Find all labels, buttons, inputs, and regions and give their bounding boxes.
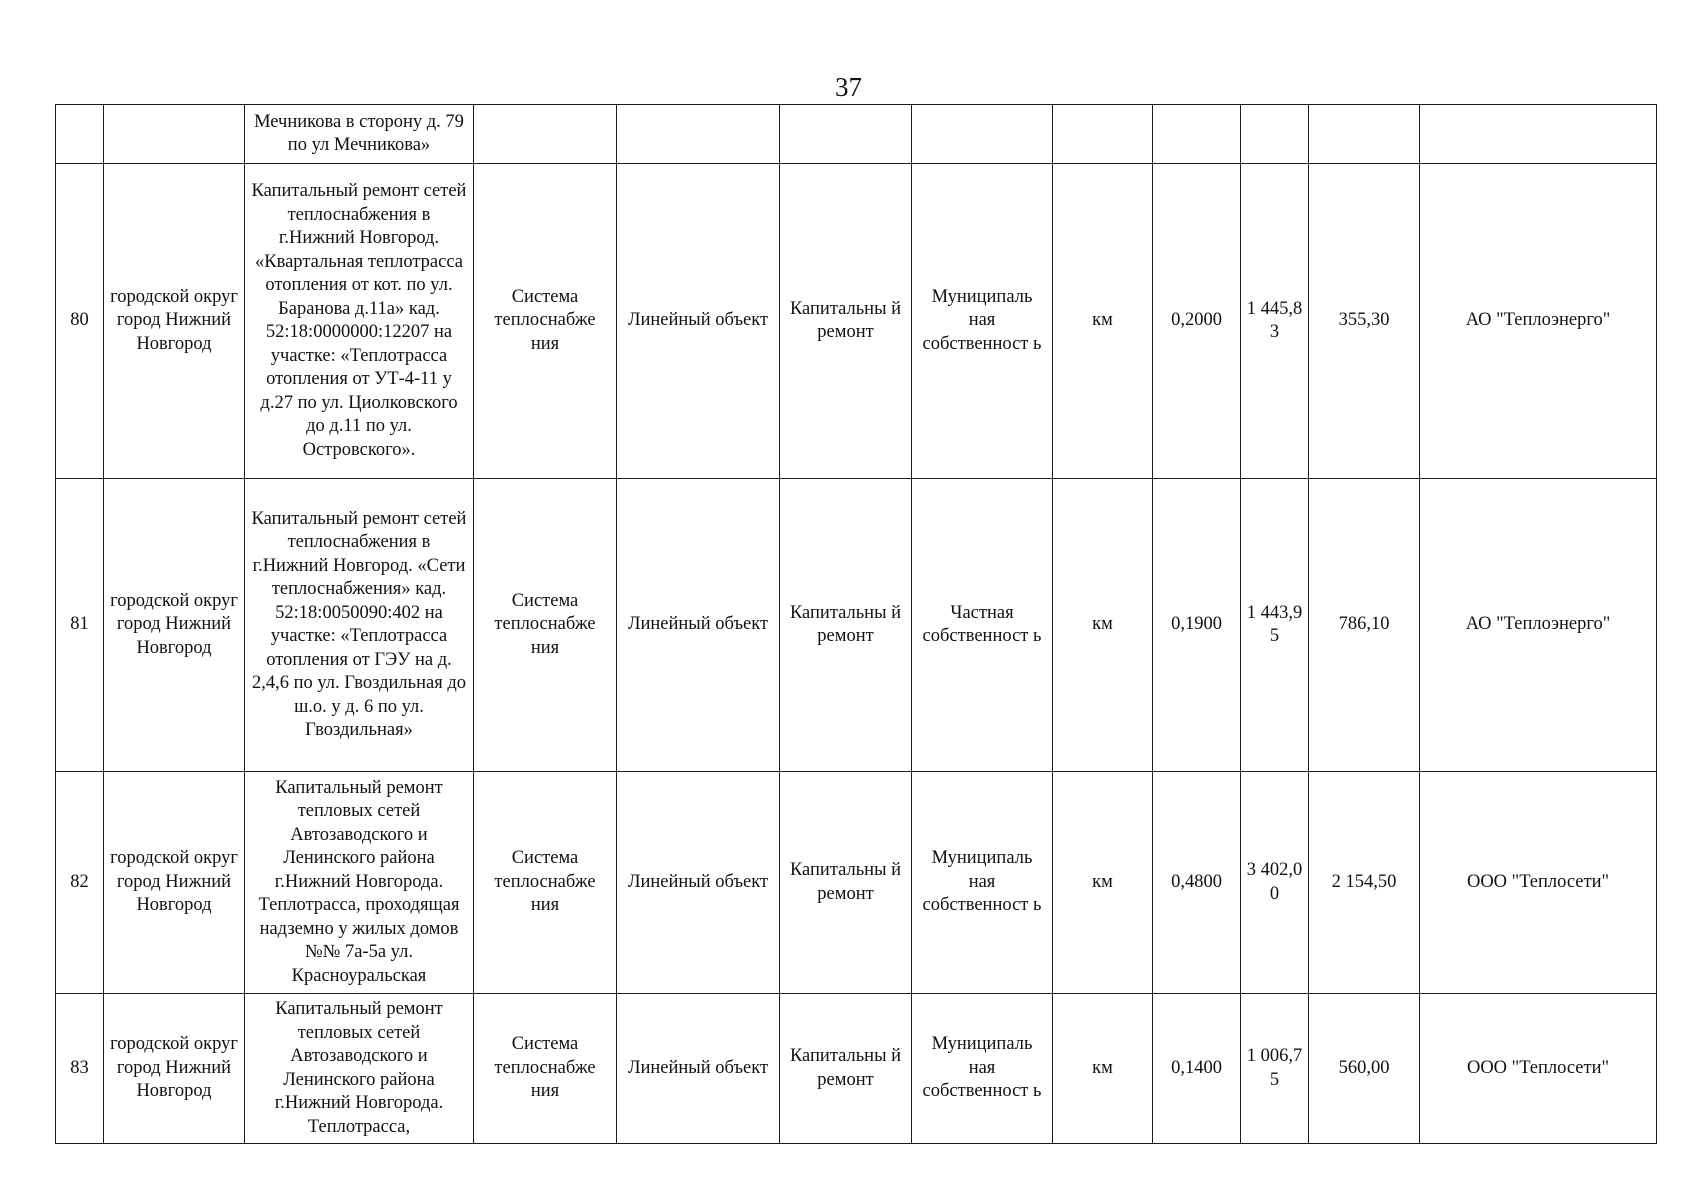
ownership-cell: Муниципаль ная собственност ь	[912, 772, 1053, 994]
organization-cell: ООО "Теплосети"	[1420, 772, 1657, 994]
description-cell: Капитальный ремонт сетей теплоснабжения в г.Нижний Новгород. «Квартальная теплотрасса отопления от кот. по ул. Баранова д.11а» кад. 52:18:0000000:12207 на участке: «Теплотрасса отопления от УТ-4-11 у д.27 по ул. Циолковского до д.11 по ул. Островского».	[245, 164, 474, 479]
unit-cell	[1053, 105, 1153, 164]
amount-cell: 2 154,50	[1309, 772, 1420, 994]
amount-cell: 560,00	[1309, 994, 1420, 1144]
amount-cell	[1309, 105, 1420, 164]
length-cell: 0,2000	[1153, 164, 1241, 479]
table-row	[56, 105, 1657, 164]
capital-repair-table	[55, 104, 1657, 1144]
work-type-cell: Капитальны й ремонт	[780, 994, 912, 1144]
object-type-cell: Линейный объект	[617, 994, 780, 1144]
amount-cell: 355,30	[1309, 164, 1420, 479]
length-cell	[1153, 105, 1241, 164]
table-row	[56, 772, 1657, 994]
ownership-cell: Частная собственност ь	[912, 479, 1053, 772]
cost-cell: 1 445,8 3	[1241, 164, 1309, 479]
ownership-cell	[912, 105, 1053, 164]
description-cell: Капитальный ремонт тепловых сетей Автозаводского и Ленинского района г.Нижний Новгорода. Теплотрасса, проходящая надземно у жилых домов №№ 7а-5а ул. Красноуральская	[245, 772, 474, 994]
description-cell: Капитальный ремонт сетей теплоснабжения в г.Нижний Новгород. «Сети теплоснабжения» кад. 52:18:0050090:402 на участке: «Теплотрасса отопления от ГЭУ на д. 2,4,6 по ул. Гвоздильная до ш.о. у д. 6 по ул. Гвоздильная»	[245, 479, 474, 772]
object-type-cell: Линейный объект	[617, 479, 780, 772]
row-number-cell: 81	[56, 479, 104, 772]
cost-cell: 1 443,9 5	[1241, 479, 1309, 772]
length-cell: 0,1400	[1153, 994, 1241, 1144]
row-number-cell: 82	[56, 772, 104, 994]
system-cell: Система теплоснабже ния	[474, 994, 617, 1144]
system-cell	[474, 105, 617, 164]
territory-cell: городской округ город Нижний Новгород	[104, 994, 245, 1144]
cost-cell: 3 402,0 0	[1241, 772, 1309, 994]
organization-cell: АО "Теплоэнерго"	[1420, 164, 1657, 479]
work-type-cell: Капитальны й ремонт	[780, 479, 912, 772]
row-number-cell: 83	[56, 994, 104, 1144]
territory-cell	[104, 105, 245, 164]
work-type-cell: Капитальны й ремонт	[780, 772, 912, 994]
system-cell: Система теплоснабже ния	[474, 164, 617, 479]
system-cell: Система теплоснабже ния	[474, 772, 617, 994]
object-type-cell: Линейный объект	[617, 772, 780, 994]
work-type-cell	[780, 105, 912, 164]
object-type-cell	[617, 105, 780, 164]
organization-cell: ООО "Теплосети"	[1420, 994, 1657, 1144]
unit-cell: км	[1053, 772, 1153, 994]
work-type-cell: Капитальны й ремонт	[780, 164, 912, 479]
unit-cell: км	[1053, 164, 1153, 479]
territory-cell: городской округ город Нижний Новгород	[104, 772, 245, 994]
ownership-cell: Муниципаль ная собственност ь	[912, 164, 1053, 479]
object-type-cell: Линейный объект	[617, 164, 780, 479]
description-cell: Мечникова в сторону д. 79 по ул Мечникова»	[245, 105, 474, 164]
table-row	[56, 479, 1657, 772]
length-cell: 0,4800	[1153, 772, 1241, 994]
cost-cell	[1241, 105, 1309, 164]
table-row	[56, 994, 1657, 1144]
territory-cell: городской округ город Нижний Новгород	[104, 164, 245, 479]
amount-cell: 786,10	[1309, 479, 1420, 772]
row-number-cell	[56, 105, 104, 164]
unit-cell: км	[1053, 479, 1153, 772]
row-number-cell: 80	[56, 164, 104, 479]
territory-cell: городской округ город Нижний Новгород	[104, 479, 245, 772]
description-cell: Капитальный ремонт тепловых сетей Автозаводского и Ленинского района г.Нижний Новгорода. Теплотрасса,	[245, 994, 474, 1144]
unit-cell: км	[1053, 994, 1153, 1144]
page-number: 37	[835, 72, 862, 102]
organization-cell: АО "Теплоэнерго"	[1420, 479, 1657, 772]
table-row	[56, 164, 1657, 479]
organization-cell	[1420, 105, 1657, 164]
length-cell: 0,1900	[1153, 479, 1241, 772]
ownership-cell: Муниципаль ная собственност ь	[912, 994, 1053, 1144]
system-cell: Система теплоснабже ния	[474, 479, 617, 772]
cost-cell: 1 006,7 5	[1241, 994, 1309, 1144]
